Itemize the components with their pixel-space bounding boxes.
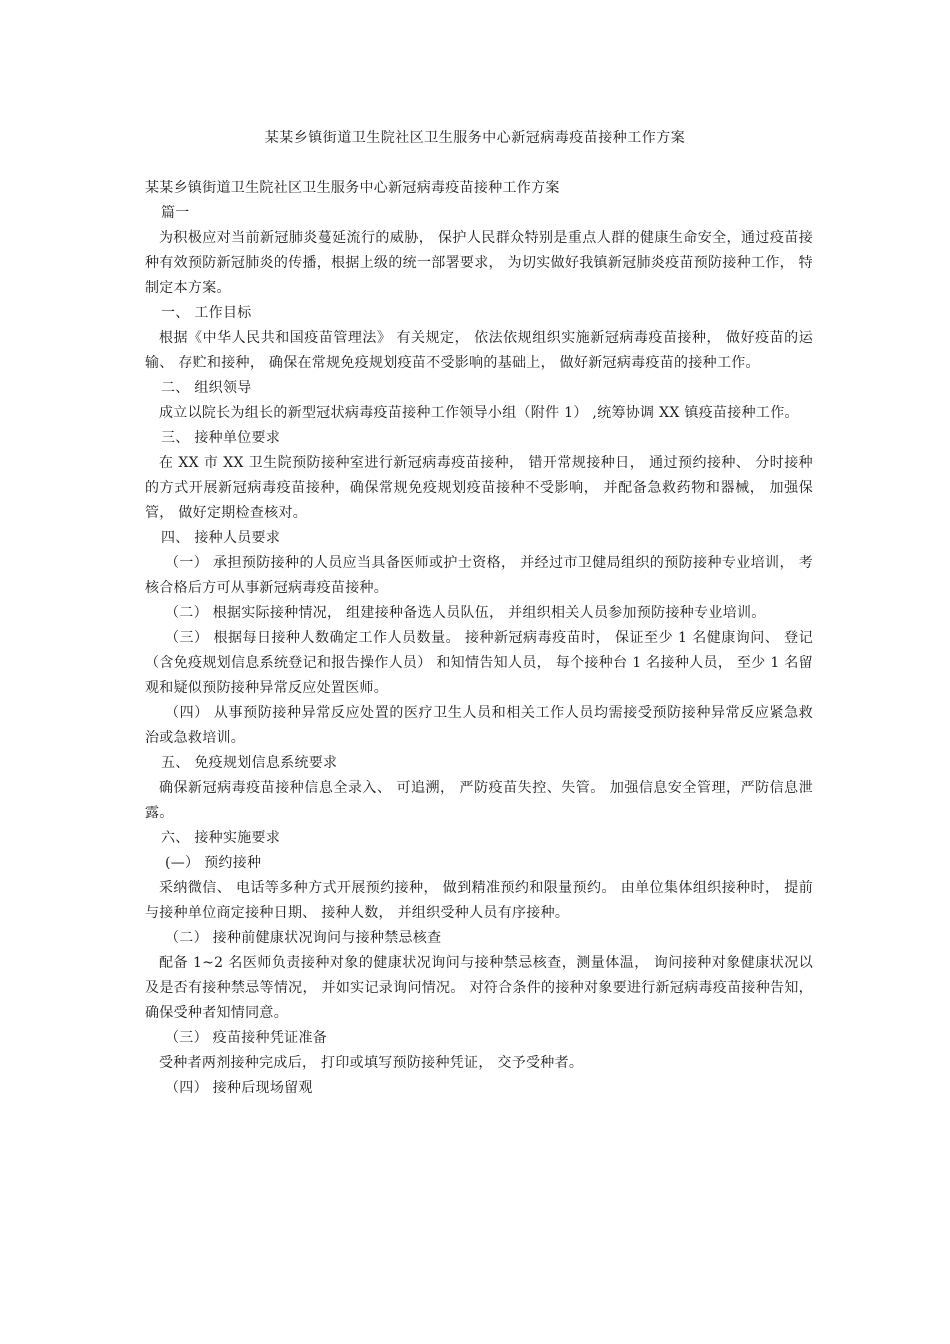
document-title: 某某乡镇街道卫生院社区卫生服务中心新冠病毒疫苗接种工作方案 [145,180,560,196]
document-body [145,176,813,1101]
section-heading-system: 五、 免疫规划信息系统要求 [161,755,338,771]
staff-item-1: （一） 承担预防接种的人员应当具备医师或护士资格， 并经过市卫健局组织的预防接种专业培训， 考核合格后方可从事新冠病毒疫苗接种。 [145,555,813,596]
section-text-leadership: 成立以院长为组长的新型冠状病毒疫苗接种工作领导小组（附件 1） ,统筹协调 XX 镇疫苗接种工作。 [159,405,799,421]
section-heading-staff: 四、 接种人员要求 [161,530,281,546]
section-text-system: 确保新冠病毒疫苗接种信息全录入、 可追溯， 严防疫苗失控、失管。 加强信息安全管理，严防信息泄露。 [145,780,813,821]
section-heading-leadership: 二、 组织领导 [161,380,252,396]
subsection-heading-observation: （四） 接种后现场留观 [165,1080,313,1096]
subsection-text-certificate: 受种者两剂接种完成后， 打印或填写预防接种凭证， 交予受种者。 [159,1055,584,1071]
section-heading-unit: 三、 接种单位要求 [161,430,281,446]
subsection-text-booking: 采纳微信、 电话等多种方式开展预约接种， 做到精准预约和限量预约。 由单位集体组织接种时， 提前与接种单位商定接种日期、 接种人数， 并组织受种人员有序接种。 [145,880,813,921]
section-text-goal: 根据《中华人民共和国疫苗管理法》 有关规定， 依法依规组织实施新冠病毒疫苗接种， 做好疫苗的运输、 存贮和接种， 确保在常规免疫规划疫苗不受影响的基础上， 做好新冠病毒疫苗的接种工作。 [145,330,813,371]
section-heading-implementation: 六、 接种实施要求 [161,830,281,846]
staff-item-4: （四） 从事预防接种异常反应处置的医疗卫生人员和相关工作人员均需接受预防接种异常反应紧急救治或急救培训。 [145,705,813,746]
staff-item-2: （二） 根据实际接种情况， 组建接种备选人员队伍， 并组织相关人员参加预防接种专业培训。 [165,605,766,621]
staff-item-3: （三） 根据每日接种人数确定工作人员数量。 接种新冠病毒疫苗时， 保证至少 1 名健康询问、 登记（含免疫规划信息系统登记和报告操作人员） 和知情告知人员， 每个接种台 1 名接种人员， 至少 1 名留观和疑似预防接种异常反应处置医师。 [145,630,813,696]
subsection-text-screening: 配备 1~2 名医师负责接种对象的健康状况询问与接种禁忌核查，测量体温， 询问接种对象健康状况以及是否有接种禁忌等情况， 并如实记录询问情况。 对符合条件的接种对象要进行新冠病毒疫苗接种告知， 确保受种者知情同意。 [145,955,813,1021]
part-label: 篇一 [161,205,190,221]
subsection-heading-screening: （二） 接种前健康状况询问与接种禁忌核查 [165,930,442,946]
subsection-heading-certificate: （三） 疫苗接种凭证准备 [165,1030,328,1046]
section-heading-goal: 一、 工作目标 [161,305,252,321]
page-header-title: 某某乡镇街道卫生院社区卫生服务中心新冠病毒疫苗接种工作方案 [264,130,686,146]
subsection-heading-booking: (—） 预约接种 [165,855,262,871]
section-text-unit: 在 XX 市 XX 卫生院预防接种室进行新冠病毒疫苗接种， 错开常规接种日， 通过预约接种、 分时接种的方式开展新冠病毒疫苗接种，确保常规免疫规划疫苗接种不受影响， 并配备急救药物和器械， 加强保管， 做好定期检查核对。 [145,455,813,521]
intro-paragraph: 为积极应对当前新冠肺炎蔓延流行的威胁， 保护人民群众特别是重点人群的健康生命安全，通过疫苗接种有效预防新冠肺炎的传播，根据上级的统一部署要求， 为切实做好我镇新冠肺炎疫苗预防接种工作， 特制定本方案。 [145,230,813,296]
